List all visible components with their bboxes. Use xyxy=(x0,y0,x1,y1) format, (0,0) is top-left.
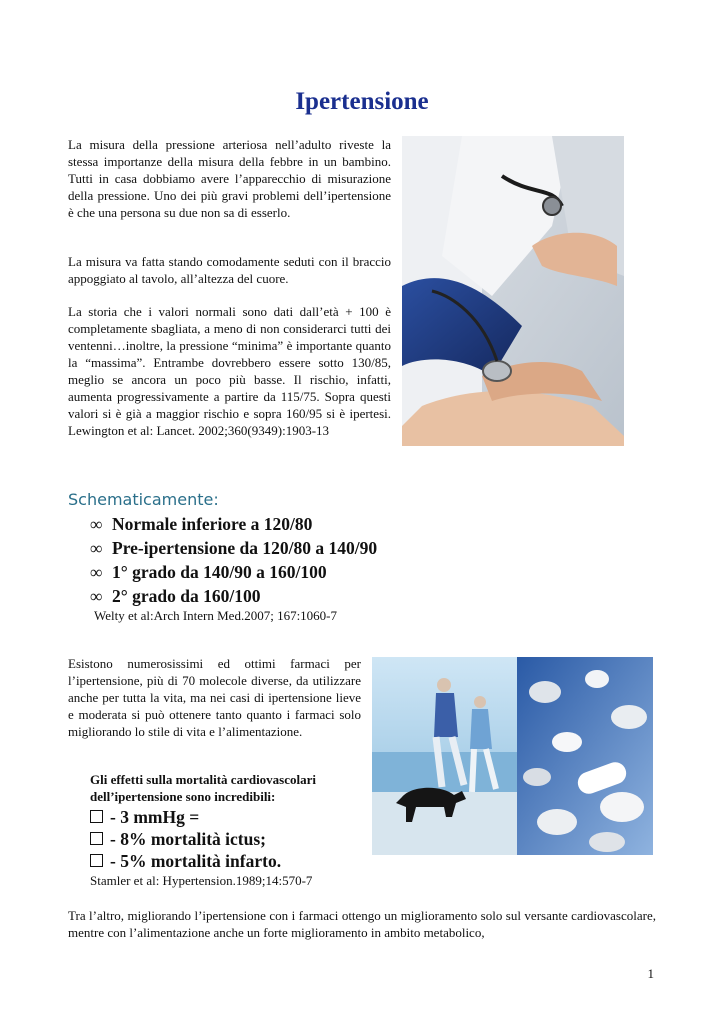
effects-item: - 5% mortalità infarto. xyxy=(90,850,281,872)
infinity-bullet-icon: ∞ xyxy=(90,586,103,606)
pills-photo xyxy=(517,657,653,855)
checkbox-icon xyxy=(90,832,103,845)
schematic-item: ∞ Normale inferiore a 120/80 xyxy=(90,514,313,534)
infinity-bullet-icon: ∞ xyxy=(90,514,103,534)
page-number: 1 xyxy=(647,966,654,981)
infinity-bullet-icon: ∞ xyxy=(90,562,103,582)
measurement-paragraph: La misura va fatta stando comodamente seduti con il braccio appoggiato al tavolo, all’altezza del cuore. xyxy=(68,254,391,286)
beach-walk-photo xyxy=(372,657,518,855)
effects-item: - 3 mmHg = xyxy=(90,806,281,828)
effects-heading: Gli effetti sulla mortalità cardiovascolari dell’ipertensione sono incredibili: xyxy=(90,772,317,804)
schematic-citation: Welty et al:Arch Intern Med.2007; 167:1060-7 xyxy=(94,608,338,623)
schematic-list xyxy=(90,512,377,608)
drugs-paragraph: Esistono numerosissimi ed ottimi farmaci per l’ipertensione, più di 70 molecole diverse, da utilizzare anche per tutta la vita, ma nei casi di ipertensione lieve e moderata si può ottenere tanto quanto i farmaci solo migliorando lo stile di vita e l’alimentazione. xyxy=(68,656,361,739)
checkbox-icon xyxy=(90,810,103,823)
effects-item: - 8% mortalità ictus; xyxy=(90,828,281,850)
effects-citation: Stamler et al: Hypertension.1989;14:570-7 xyxy=(90,873,313,888)
schematic-item: ∞ 1° grado da 140/90 a 160/100 xyxy=(90,562,327,582)
page-title: Ipertensione xyxy=(295,88,429,115)
intro-paragraph: La misura della pressione arteriosa nell’adulto riveste la stessa importanze della misura della febbre in un bambino. Tutti in casa dobbiamo avere l’apparecchio di misurazione della pressione. Uno dei più gravi problemi dell’ipertensione è che una persona su due non sa di esserlo. xyxy=(68,137,391,220)
blood-pressure-photo xyxy=(402,136,624,446)
schematic-heading: Schematicamente: xyxy=(68,490,219,509)
infinity-bullet-icon: ∞ xyxy=(90,538,103,558)
effects-list xyxy=(90,806,281,872)
values-paragraph: La storia che i valori normali sono dati dall’età + 100 è completamente sbagliata, a meno di non considerarci tutti dei ventenni…inoltre, la pressione “minima” è importante quanto la “massima”. Entrambe dovrebbero essere sotto 130/85, meglio se ancora un poco più basse. Il rischio, infatti, aumenta progressivamente a partire da 115/75. Sopra questi valori si è già a maggior rischio e sopra 160/95 si è ipertesi. Lewington et al: Lancet. 2002;360(9349):1903-13 xyxy=(68,304,391,438)
schematic-item: ∞ 2° grado da 160/100 xyxy=(90,586,261,606)
schematic-item: ∞ Pre-ipertensione da 120/80 a 140/90 xyxy=(90,538,378,558)
bottom-paragraph: Tra l’altro, migliorando l’ipertensione con i farmaci ottengo un miglioramento solo sul versante cardiovascolare, mentre con l’alimentazione anche un forte miglioramento in ambito metabolico, xyxy=(68,908,656,940)
checkbox-icon xyxy=(90,854,103,867)
